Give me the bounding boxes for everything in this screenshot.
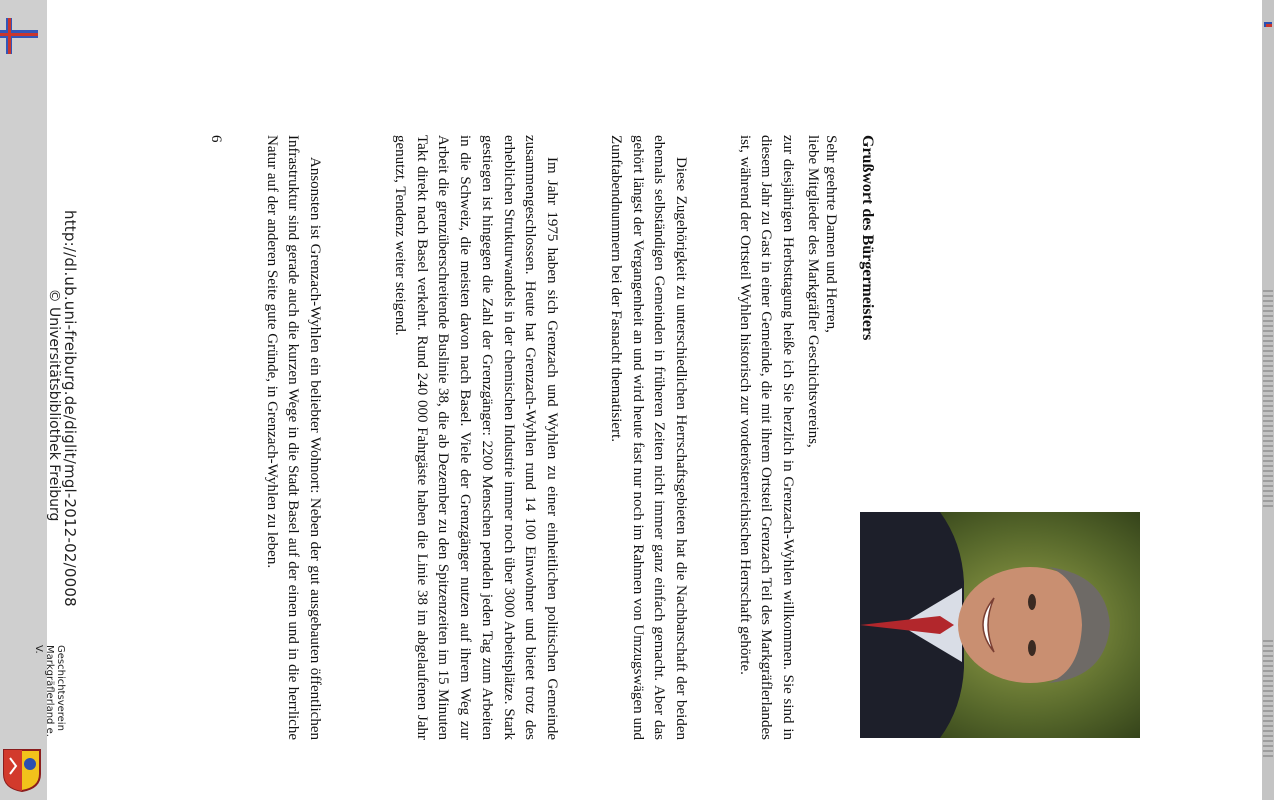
copyright-notice: © Universitätsbibliothek Freiburg (46, 288, 62, 522)
publisher-line-1: Geschichtsverein (55, 645, 66, 731)
salutation-line-1: Sehr geehrte Damen und Herren, (823, 135, 839, 333)
paragraph-2: Diese Zugehörigkeit zu unterschiedlichen Herrschaftsgebieten hat die Nachbarschaft der beiden ehemals selbständigen Gemeinden in früheren Zeiten nicht immer ganz einfach gemacht. Aber das gehört längst der Vergangenheit an und wird heute fast nur noch im Rahmen von Umzugswägen und Zunftabendnummern bei der Fasnacht thematisiert. (607, 135, 689, 740)
mayor-portrait-photo (860, 512, 1140, 738)
right-flag-marker-red (1266, 24, 1272, 27)
coat-of-arms-icon (2, 748, 42, 792)
right-scrollbar-strip[interactable] (1262, 0, 1274, 800)
paragraph-1: zur diesjährigen Herbsttagung heiße ich Sie herzlich in Grenzach-Wyhlen willkommen. Sie sind in diesem Jahr zu Gast in einer Gemeinde, die mit ihrem Ortsteil Grenzach Teil des Markgräflerlandes ist, während der Ortsteil Wyhlen historisch zur vorderösterreichischen Herrschaft gehörte. (736, 135, 796, 740)
publisher-line-2: Markgräflerland e. V. (33, 645, 55, 737)
page-title: Grußwort des Bürgermeisters (859, 135, 876, 341)
page-number: 6 (208, 135, 224, 143)
paragraph-4: Ansonsten ist Grenzach-Wyhlen ein beliebter Wohnort: Neben der gut ausgebauten öffentlichen Infrastruktur sind gerade auch die kurzen Wege in die Stadt Basel auf der einen und in die herrliche Natur auf der anderen Seite gute Gründe, in Grenzach-Wyhlen zu leben. (263, 135, 323, 740)
next-page-edge-lower (1263, 640, 1273, 760)
next-page-edge (1263, 290, 1273, 510)
document-flag-icon (0, 18, 38, 54)
scanned-page (33, 0, 1262, 800)
paragraph-3: Im Jahr 1975 haben sich Grenzach und Wyhlen zu einer einheitlichen politischen Gemeinde zusammengeschlossen. Heute hat Grenzach-Wyhlen rund 14 100 Einwohner und bietet trotz des erheblichen Strukturwandels in der chemischen Industrie immer noch über 3000 Arbeitsplätze. Stark gestiegen ist hingegen die Zahl der Grenzgänger: 2200 Menschen pendeln jeden Tag zum Arbeiten in die Schweiz, die meisten davon nach Basel. Viele der Grenzgänger nutzen auf ihrem Weg zur Arbeit die grenzüberschreitende Buslinie 38, die ab Dezember zu den Spitzenzeiten im 15 Minuten Takt direkt nach Basel verkehrt. Rund 240 000 Fahrgäste haben die Linie 38 im abgelaufenen Jahr genutzt, Tendenz weiter steigend. (392, 135, 560, 740)
salutation (804, 135, 840, 448)
source-url[interactable]: http://dl.ub.uni-freiburg.de/diglit/mgl-2012-02/0008 (61, 210, 79, 607)
salutation-line-2: liebe Mitglieder des Markgräfler Geschichtsvereins, (805, 135, 821, 448)
publisher-name (33, 645, 66, 745)
portrait-image (860, 512, 1140, 738)
